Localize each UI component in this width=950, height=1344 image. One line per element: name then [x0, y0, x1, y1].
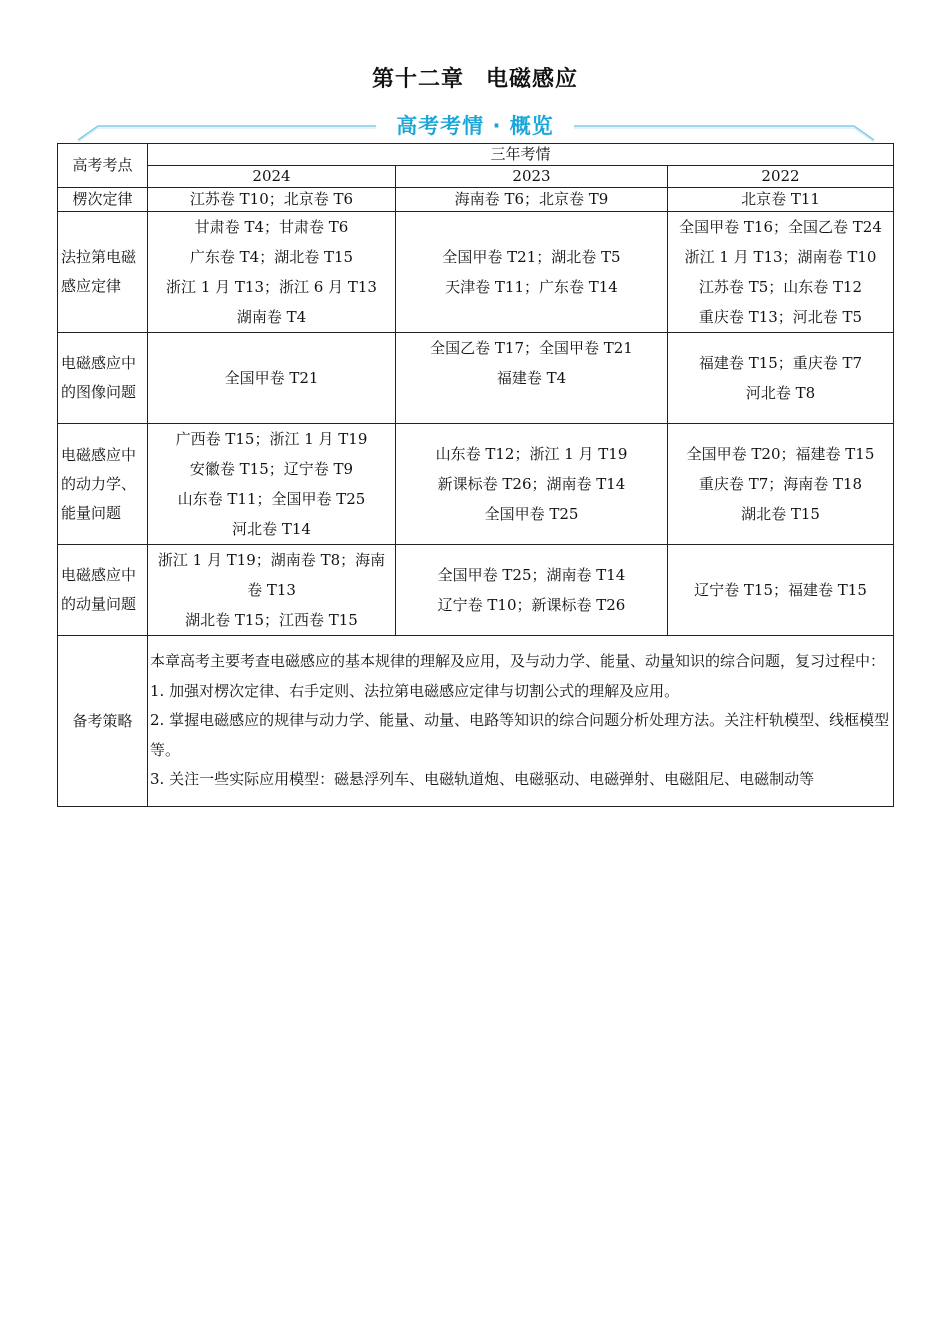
section-banner: 高考考情 · 概览 — [396, 114, 554, 138]
table-row — [58, 424, 894, 545]
strategy-text — [148, 636, 894, 807]
cell-2022: 全国甲卷 T20；福建卷 T15 重庆卷 T7；海南卷 T18 湖北卷 T15 — [668, 424, 894, 545]
header-year-2023: 2023 — [396, 166, 668, 188]
table-row — [58, 333, 894, 424]
cell-2023: 山东卷 T12；浙江 1 月 T19 新课标卷 T26；湖南卷 T14 全国甲卷 T25 — [396, 424, 668, 545]
strategy-point-1: 1. 加强对楞次定律、右手定则、法拉第电磁感应定律与切割公式的理解及应用。 — [150, 681, 680, 700]
cell-2024: 全国甲卷 T21 — [148, 333, 396, 424]
exam-point-cell: 楞次定律 — [58, 188, 148, 212]
cell-2022: 福建卷 T15；重庆卷 T7 河北卷 T8 — [668, 333, 894, 424]
exam-point-cell: 电磁感应中 的动力学、 能量问题 — [58, 424, 148, 545]
cell-2024: 浙江 1 月 T19；湖南卷 T8；海南卷 T13 湖北卷 T15；江西卷 T15 — [148, 545, 396, 636]
header-year-2022: 2022 — [668, 166, 894, 188]
chapter-number: 第十二章 — [371, 67, 464, 92]
strategy-row — [58, 636, 894, 807]
cell-2024: 江苏卷 T10；北京卷 T6 — [148, 188, 396, 212]
cell-2024: 甘肃卷 T4；甘肃卷 T6 广东卷 T4；湖北卷 T15 浙江 1 月 T13；浙江 6 月 T13 湖南卷 T4 — [148, 212, 396, 333]
cell-2022: 全国甲卷 T16；全国乙卷 T24 浙江 1 月 T13；湖南卷 T10 江苏卷 T5；山东卷 T12 重庆卷 T13；河北卷 T5 — [668, 212, 894, 333]
table-row — [58, 188, 894, 212]
exam-point-cell: 电磁感应中 的图像问题 — [58, 333, 148, 424]
table-row — [58, 545, 894, 636]
header-year-2024: 2024 — [148, 166, 396, 188]
cell-2022: 北京卷 T11 — [668, 188, 894, 212]
page-title — [0, 62, 950, 93]
exam-point-cell: 电磁感应中 的动量问题 — [58, 545, 148, 636]
table-row — [58, 212, 894, 333]
cell-2023: 全国甲卷 T21；湖北卷 T5 天津卷 T11；广东卷 T14 — [396, 212, 668, 333]
chapter-topic: 电磁感应 — [486, 67, 579, 92]
header-three-years: 三年考情 — [148, 144, 894, 166]
cell-2022: 辽宁卷 T15；福建卷 T15 — [668, 545, 894, 636]
strategy-point-2: 2. 掌握电磁感应的规律与动力学、能量、动量、电路等知识的综合问题分析处理方法。关注杆轨模型、线框模型等。 — [150, 711, 890, 759]
exam-point-cell: 法拉第电磁 感应定律 — [58, 212, 148, 333]
exam-overview-table — [57, 143, 894, 807]
header-exam-point: 高考考点 — [58, 144, 148, 188]
strategy-label: 备考策略 — [58, 636, 148, 807]
strategy-point-3: 3. 关注一些实际应用模型：磁悬浮列车、电磁轨道炮、电磁驱动、电磁弹射、电磁阻尼、电磁制动等 — [150, 770, 815, 789]
cell-2023: 海南卷 T6；北京卷 T9 — [396, 188, 668, 212]
cell-2024: 广西卷 T15；浙江 1 月 T19 安徽卷 T15；辽宁卷 T9 山东卷 T11；全国甲卷 T25 河北卷 T14 — [148, 424, 396, 545]
cell-2023: 全国甲卷 T25；湖南卷 T14 辽宁卷 T10；新课标卷 T26 — [396, 545, 668, 636]
strategy-intro: 本章高考主要考查电磁感应的基本规律的理解及应用，及与动力学、能量、动量知识的综合问题，复习过程中： — [150, 652, 886, 671]
cell-2023: 全国乙卷 T17；全国甲卷 T21 福建卷 T4 — [396, 333, 668, 424]
